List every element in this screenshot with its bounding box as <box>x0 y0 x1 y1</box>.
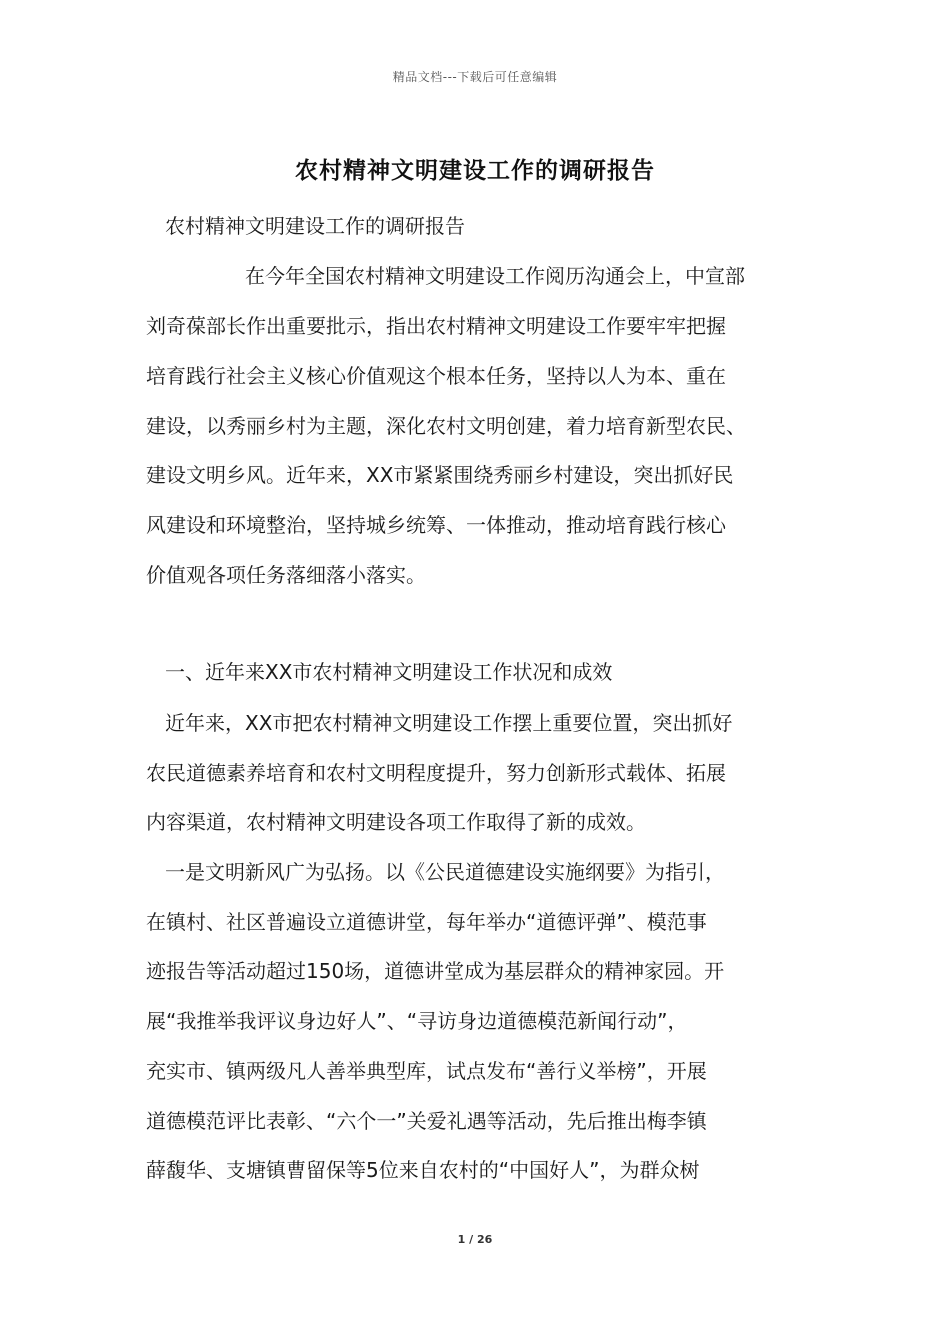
paragraph-line: 展“我推举我评议身边好人”、“寻访身边道德模范新闻行动”， <box>146 1009 688 1033</box>
paragraph-line: 一是文明新风广为弘扬。以《公民道德建设实施纲要》为指引， <box>165 860 725 884</box>
paragraph-line: 充实市、镇两级凡人善举典型库，试点发布“善行义举榜”，开展 <box>146 1059 707 1083</box>
page-header: 精品文档---下载后可任意编辑 <box>392 70 558 84</box>
paragraph-line: 近年来，XX市把农村精神文明建设工作摆上重要位置，突出抓好 <box>165 711 733 735</box>
paragraph-line: 刘奇葆部长作出重要批示，指出农村精神文明建设工作要牢牢把握 <box>146 314 726 338</box>
paragraph-line: 价值观各项任务落细落小落实。 <box>146 563 426 587</box>
paragraph-line: 在今年全国农村精神文明建设工作阅历沟通会上，中宣部 <box>245 264 745 288</box>
paragraph-line: 道德模范评比表彰、“六个一”关爱礼遇等活动，先后推出梅李镇 <box>146 1109 707 1133</box>
subtitle-line: 农村精神文明建设工作的调研报告 <box>165 214 465 238</box>
paragraph-line: 农民道德素养培育和农村文明程度提升，努力创新形式载体、拓展 <box>146 761 726 785</box>
paragraph-line: 在镇村、社区普遍设立道德讲堂，每年举办“道德评弹”、模范事 <box>146 910 707 934</box>
paragraph-line: 建设，以秀丽乡村为主题，深化农村文明创建，着力培育新型农民、 <box>146 414 746 438</box>
section-heading: 一、近年来XX市农村精神文明建设工作状况和成效 <box>165 660 613 684</box>
paragraph-line: 薛馥华、支塘镇曹留保等5位来自农村的“中国好人”，为群众树 <box>146 1158 700 1182</box>
page-number: 1 / 26 <box>457 1233 493 1246</box>
paragraph-line: 建设文明乡风。近年来，XX市紧紧围绕秀丽乡村建设，突出抓好民 <box>146 463 734 487</box>
paragraph-line: 迹报告等活动超过150场，道德讲堂成为基层群众的精神家园。开 <box>146 959 725 983</box>
document-title: 农村精神文明建设工作的调研报告 <box>295 158 655 184</box>
paragraph-line: 内容渠道，农村精神文明建设各项工作取得了新的成效。 <box>146 810 646 834</box>
paragraph-line: 培育践行社会主义核心价值观这个根本任务，坚持以人为本、重在 <box>146 364 726 388</box>
paragraph-line: 风建设和环境整治，坚持城乡统筹、一体推动，推动培育践行核心 <box>146 513 726 537</box>
